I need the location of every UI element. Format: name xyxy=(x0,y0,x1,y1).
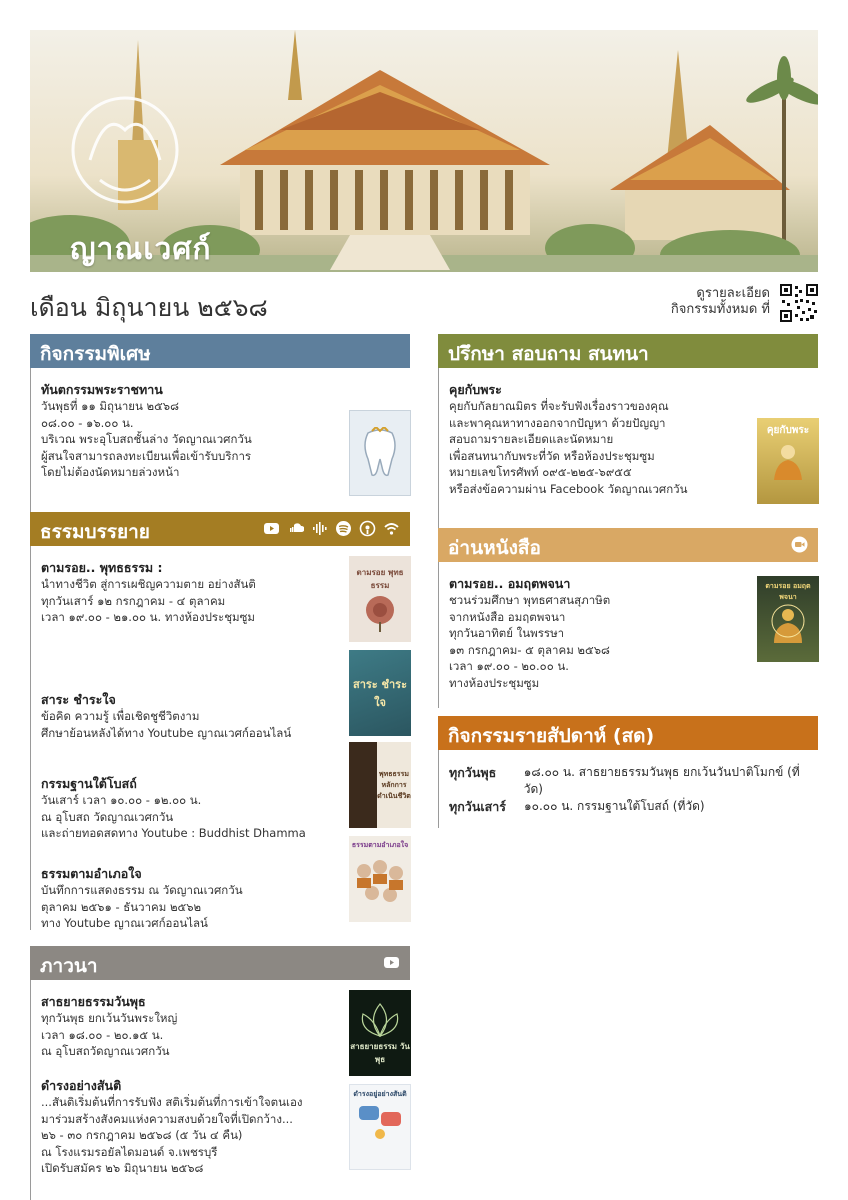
section-lecture xyxy=(30,512,410,930)
list-item xyxy=(41,1078,302,1177)
item-line: ณ อุโบสถ วัดญาณเวศกวัน xyxy=(41,809,174,824)
weekly-row xyxy=(449,764,818,798)
item-line: มาร่วมสร้างสังคมแห่งความสงบด้วยใจที่เปิดกว้าง... xyxy=(41,1111,293,1126)
section-meditation-header xyxy=(30,946,410,980)
item-line: และพาคุณหาทางออกจากปัญหา ด้วยปัญญา xyxy=(449,415,666,430)
flower-icon xyxy=(360,592,400,632)
item-title: กรรมฐานใต้โบสถ์ xyxy=(41,776,137,791)
qr-code[interactable] xyxy=(780,284,818,322)
item-title: คุยกับพระ xyxy=(449,382,502,397)
section-lecture-body xyxy=(30,546,410,930)
platform-icons xyxy=(383,954,400,971)
item-title: ตามรอย.. อมฤตพจนา xyxy=(449,576,571,591)
item-line: ๑๓ กรกฎาคม- ๕ ตุลาคม ๒๕๖๘ xyxy=(449,642,610,657)
item-line: คุยกับกัลยาณมิตร ที่จะรับฟังเรื่องราวของคุณ xyxy=(449,399,669,413)
wifi-broadcast-icon[interactable] xyxy=(383,520,400,537)
item-line: เพื่อสนทนากับพระที่วัด หรือห้องประชุมซูม xyxy=(449,448,655,463)
item-line: ศึกษาย้อนหลังได้ทาง Youtube ญาณเวศก์ออนไลน์ xyxy=(41,725,292,740)
section-consult-title: ปรึกษา สอบถาม สนทนา xyxy=(448,343,649,365)
section-consult-header xyxy=(438,334,818,368)
details-line-1: ดูรายละเอียด xyxy=(696,286,770,301)
section-reading-header xyxy=(438,528,818,562)
item-line: ...สันติเริ่มต้นที่การรับฟัง สติเริ่มต้นที่การเข้าใจตนเอง xyxy=(41,1095,303,1109)
weekly-text: ๑๐.๐๐ น. กรรมฐานใต้โบสถ์ (ที่วัด) xyxy=(524,799,705,813)
item-line: ทุกวันอาทิตย์ ในพรรษา xyxy=(449,626,565,640)
item-title: ตามรอย.. พุทธธรรม : xyxy=(41,560,163,575)
item-line: หมายเลขโทรศัพท์ ๐๙๕-๒๒๕-๖๙๕๕ xyxy=(449,465,632,479)
page-title: เดือน มิถุนายน ๒๕๖๘ xyxy=(30,293,268,322)
item-line: ทุกวันเสาร์ ๑๒ กรกฎาคม - ๔ ตุลาคม xyxy=(41,593,226,608)
soundcloud-icon[interactable] xyxy=(287,520,304,537)
spotify-icon[interactable] xyxy=(335,520,352,537)
item-line: ทาง Youtube ญาณเวศก์ออนไลน์ xyxy=(41,916,208,930)
item-line: ๒๖ - ๓๐ กรกฎาคม ๒๕๖๘ (๕ วัน ๔ คืน) xyxy=(41,1128,243,1142)
lecture-thumbnail[interactable] xyxy=(349,836,411,922)
item-line: ณ อุโบสถวัดญาณเวศกวัน xyxy=(41,1044,170,1058)
lecture-thumbnail[interactable] xyxy=(349,650,411,736)
thumbnail-caption: ตามรอย อมฤตพจนา xyxy=(765,582,811,601)
item-line: เวลา ๑๘.๐๐ - ๒๐.๑๕ น. xyxy=(41,1027,164,1042)
tooth-icon xyxy=(360,427,400,479)
section-consult xyxy=(438,334,818,532)
item-title: สาระ ชำระใจ xyxy=(41,692,116,707)
section-weekly xyxy=(438,716,818,828)
item-line: ชวนร่วมศึกษา พุทธศาสนสุภาษิต xyxy=(449,593,611,607)
lecture-thumbnail[interactable] xyxy=(349,556,411,642)
lecture-thumbnail[interactable] xyxy=(349,742,411,828)
video-camera-icon[interactable] xyxy=(791,536,808,553)
dental-poster-thumbnail[interactable] xyxy=(349,410,411,496)
section-meditation xyxy=(30,946,410,1200)
consult-thumbnail[interactable] xyxy=(757,418,819,504)
list-item xyxy=(41,866,243,932)
weekly-text: ๑๘.๐๐ น. สาธยายธรรมวันพุธ ยกเว้นวันปาติโมกข์ (ที่วัด) xyxy=(523,765,800,796)
section-special-body xyxy=(30,368,410,512)
youtube-icon[interactable] xyxy=(263,520,280,537)
thumbnail-caption: คุยกับพระ xyxy=(766,425,810,436)
item-line: หรือส่งข้อความผ่าน Facebook วัดญาณเวศกวัน xyxy=(449,481,688,496)
item-line: นำทางชีวิต สู่การเผชิญความตาย อย่างสันติ xyxy=(41,577,256,591)
section-weekly-body xyxy=(438,750,818,828)
section-special xyxy=(30,334,410,512)
speech-bubbles-icon xyxy=(355,1100,405,1140)
item-line: บริเวณ พระอุโบสถชั้นล่าง วัดญาณเวศกวัน xyxy=(41,432,252,446)
item-line: ตุลาคม ๒๕๖๑ - ธันวาคม ๒๕๖๒ xyxy=(41,899,202,914)
section-weekly-header xyxy=(438,716,818,750)
section-reading-body xyxy=(438,562,818,708)
thumbnail-caption: ตามรอย พุทธธรรม xyxy=(356,568,404,590)
item-title: ทันตกรรมพระราชทาน xyxy=(41,382,163,397)
item-line: ข้อคิด ความรู้ เพื่อเชิดชูชีวิตงาม xyxy=(41,709,200,723)
item-line: วันพุธที่ ๑๑ มิถุนายน ๒๕๖๘ xyxy=(41,399,179,413)
item-line: ผู้สนใจสามารถลงทะเบียนเพื่อเข้ารับบริการ xyxy=(41,448,252,463)
header-banner xyxy=(30,30,818,272)
item-line: สอบถามรายละเอียดและนัดหมาย xyxy=(449,432,614,446)
item-title: ดำรงอย่างสันติ xyxy=(41,1078,122,1093)
buddha-icon xyxy=(768,603,808,649)
item-line: วันเสาร์ เวลา ๑๐.๐๐ - ๑๒.๐๐ น. xyxy=(41,793,202,807)
weekly-day: ทุกวันพุธ xyxy=(449,765,497,780)
item-line: ๐๘.๐๐ - ๑๖.๐๐ น. xyxy=(41,415,134,430)
monk-icon xyxy=(768,438,808,482)
list-item xyxy=(41,994,177,1060)
item-line: ทางห้องประชุมซูม xyxy=(449,675,540,690)
section-reading-title: อ่านหนังสือ xyxy=(448,537,541,559)
apple-podcasts-icon[interactable] xyxy=(359,520,376,537)
item-line: เวลา ๑๙.๐๐ - ๒๑.๐๐ น. ทางห้องประชุมซูม xyxy=(41,610,256,624)
item-line: และถ่ายทอดสดทาง Youtube : Buddhist Dhamma xyxy=(41,826,306,840)
section-lecture-header xyxy=(30,512,410,546)
platform-icons xyxy=(791,536,808,553)
section-special-title: กิจกรรมพิเศษ xyxy=(40,343,151,365)
item-line: ทุกวันพุธ ยกเว้นวันพระใหญ่ xyxy=(41,1011,178,1025)
list-item xyxy=(41,692,291,741)
list-item xyxy=(41,560,256,626)
item-line: โดยไม่ต้องนัดหมายล่วงหน้า xyxy=(41,465,180,479)
thumbnail-caption: สาธยายธรรม วันพุธ xyxy=(350,1042,410,1064)
details-link[interactable] xyxy=(671,286,770,318)
weekly-day: ทุกวันเสาร์ xyxy=(449,799,507,814)
platform-icons xyxy=(263,520,400,537)
podcast-wave-icon[interactable] xyxy=(311,520,328,537)
section-special-header xyxy=(30,334,410,368)
thumbnail-caption: ดำรงอยู่อย่างสันติ xyxy=(353,1090,407,1098)
thumbnail-caption: สาระ ชำระใจ xyxy=(353,678,407,709)
item-line: จากหนังสือ อมฤตพจนา xyxy=(449,609,566,624)
weekly-row xyxy=(449,798,818,815)
logo-text: ญาณเวศก์ xyxy=(70,232,212,267)
item-line: ณ โรงแรมรอยัลไดมอนด์ จ.เพชรบุรี xyxy=(41,1144,218,1159)
item-line: เปิดรับสมัคร ๒๖ มิถุนายน ๒๕๖๘ xyxy=(41,1161,204,1175)
group-photo-icon xyxy=(352,851,408,911)
list-item xyxy=(41,776,306,842)
item-title: สาธยายธรรมวันพุธ xyxy=(41,994,146,1009)
section-meditation-title: ภาวนา xyxy=(40,955,98,977)
item-title: ธรรมตามอำเภอใจ xyxy=(41,866,142,881)
meditation-thumbnail[interactable] xyxy=(349,1084,411,1170)
item-line: บันทึกการแสดงธรรม ณ วัดญาณเวศกวัน xyxy=(41,883,243,897)
thumbnail-caption: พุทธธรรม หลักการ ดำเนินชีวิต xyxy=(377,769,411,800)
section-consult-body xyxy=(438,368,818,532)
details-line-2: กิจกรรมทั้งหมด ที่ xyxy=(670,302,770,317)
section-reading xyxy=(438,528,818,708)
lotus-icon xyxy=(357,1000,403,1040)
reading-thumbnail[interactable] xyxy=(757,576,819,662)
section-weekly-title: กิจกรรมรายสัปดาห์ (สด) xyxy=(448,725,655,747)
thumbnail-caption: ธรรมตามอำเภอใจ xyxy=(351,841,409,849)
meditation-thumbnail[interactable] xyxy=(349,990,411,1076)
youtube-icon[interactable] xyxy=(383,954,400,971)
section-lecture-title: ธรรมบรรยาย xyxy=(40,521,150,543)
section-meditation-body xyxy=(30,980,410,1200)
item-line: เวลา ๑๙.๐๐ - ๒๐.๐๐ น. xyxy=(449,659,569,673)
